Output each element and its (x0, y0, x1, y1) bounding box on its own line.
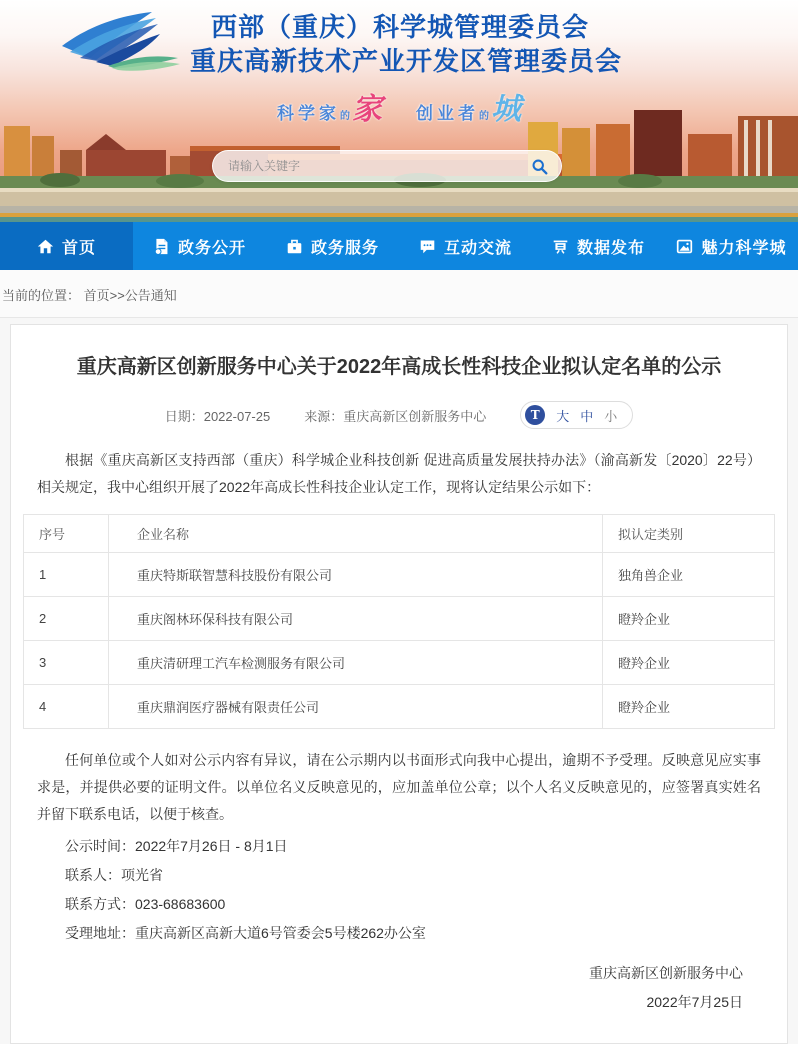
nav-label: 政务服务 (310, 239, 379, 257)
slogan-entrepreneur: 创业者 (416, 104, 479, 123)
font-size-large-button[interactable]: 大 (556, 408, 570, 424)
briefcase-icon (286, 238, 303, 255)
article-container (10, 324, 788, 1044)
nav-label: 政务公开 (177, 239, 246, 257)
cell-company: 重庆特斯联智慧科技股份有限公司 (109, 552, 603, 596)
cell-category: 独角兽企业 (603, 552, 775, 596)
contact-address: 受理地址：重庆高新区高新大道6号管委会5号楼262办公室 (65, 924, 426, 941)
table-header-row (24, 514, 775, 552)
article-source: 来源：重庆高新区创新服务中心 (304, 408, 487, 424)
signature-date: 2022年7月25日 (646, 993, 743, 1010)
nav-item-charming-city[interactable] (665, 222, 798, 270)
slogan-home: 家 (352, 92, 382, 127)
page-title: 重庆高新区创新服务中心关于2022年高成长性科技企业拟认定名单的公示 (76, 356, 722, 378)
breadcrumb-text[interactable]: 当前的位置： 首页>>公告通知 (2, 288, 177, 303)
presentation-icon (552, 238, 569, 255)
cell-index: 1 (24, 552, 109, 596)
main-nav (0, 222, 798, 270)
publicity-period: 公示时间：2022年7月26日 - 8月1日 (65, 838, 288, 855)
table-row (24, 684, 775, 728)
content-area (0, 318, 798, 1044)
font-size-small-button[interactable]: 小 (604, 408, 618, 424)
table-row (24, 640, 775, 684)
company-table (23, 514, 775, 729)
col-header-index: 序号 (24, 514, 109, 552)
search-icon[interactable] (531, 158, 548, 175)
article-meta (23, 401, 775, 429)
intro-paragraph: 根据《重庆高新区支持西部（重庆）科学城企业科技创新 促进高质量发展扶持办法》（渝高新发〔2020〕22号）相关规定，我中心组织开展了2022年高成长性科技企业认定工作，现将认定结果公示如下： (37, 452, 761, 496)
nav-label: 魅力科学城 (701, 239, 787, 257)
objection-paragraph: 任何单位或个人如对公示内容有异议，请在公示期内以书面形式向我中心提出，逾期不予受理。反映意见应实事求是，并提供必要的证明文件。以单位名义反映意见的，应加盖单位公章；以个人名义反映意见的，应签署真实姓名并留下联系电话，以便于核查。 (37, 751, 761, 823)
nav-label: 首页 (61, 239, 96, 257)
contact-block (23, 832, 775, 947)
font-size-medium-button[interactable]: 中 (580, 408, 594, 424)
search-bar[interactable] (212, 150, 562, 182)
signature-block (23, 959, 775, 1016)
sciencecity-logo-icon (56, 8, 182, 74)
cell-index: 4 (24, 684, 109, 728)
slogan-de2: 的 (479, 111, 489, 122)
cell-index: 3 (24, 640, 109, 684)
article-date: 日期：2022-07-25 (164, 408, 271, 424)
picture-icon (676, 238, 693, 255)
contact-phone: 联系方式：023-68683600 (65, 895, 226, 912)
cell-category: 瞪羚企业 (603, 640, 775, 684)
chat-icon (419, 238, 436, 255)
cell-index: 2 (24, 596, 109, 640)
document-icon (153, 238, 170, 255)
org-title-line1: 西部（重庆）科学城管理委员会 (210, 12, 589, 42)
slogan-scientist: 科学家 (277, 104, 340, 123)
slogan-de1: 的 (340, 111, 350, 122)
nav-label: 互动交流 (443, 239, 512, 257)
nav-item-gov-services[interactable] (266, 222, 399, 270)
header-banner (0, 0, 798, 222)
nav-item-home[interactable] (0, 222, 133, 270)
font-size-widget (520, 401, 633, 429)
search-input[interactable] (226, 158, 531, 174)
cell-category: 瞪羚企业 (603, 684, 775, 728)
org-titles (190, 10, 623, 79)
cell-company: 重庆鼎润医疗器械有限责任公司 (109, 684, 603, 728)
font-size-icon: T (525, 405, 545, 425)
org-title-line2: 重庆高新技术产业开发区管理委员会 (190, 46, 623, 77)
signature-org: 重庆高新区创新服务中心 (589, 965, 743, 982)
cell-category: 瞪羚企业 (603, 596, 775, 640)
nav-item-data-release[interactable] (532, 222, 665, 270)
home-icon (37, 238, 54, 255)
table-row (24, 596, 775, 640)
slogan-city: 城 (491, 92, 521, 127)
contact-person: 联系人：项光省 (65, 867, 163, 884)
nav-item-gov-disclosure[interactable] (133, 222, 266, 270)
table-row (24, 552, 775, 596)
nav-item-interaction[interactable] (399, 222, 532, 270)
col-header-category: 拟认定类别 (603, 514, 775, 552)
col-header-company: 企业名称 (109, 514, 603, 552)
nav-label: 数据发布 (576, 239, 645, 257)
breadcrumb (0, 270, 798, 318)
cell-company: 重庆清研理工汽车检测服务有限公司 (109, 640, 603, 684)
cell-company: 重庆阁林环保科技有限公司 (109, 596, 603, 640)
